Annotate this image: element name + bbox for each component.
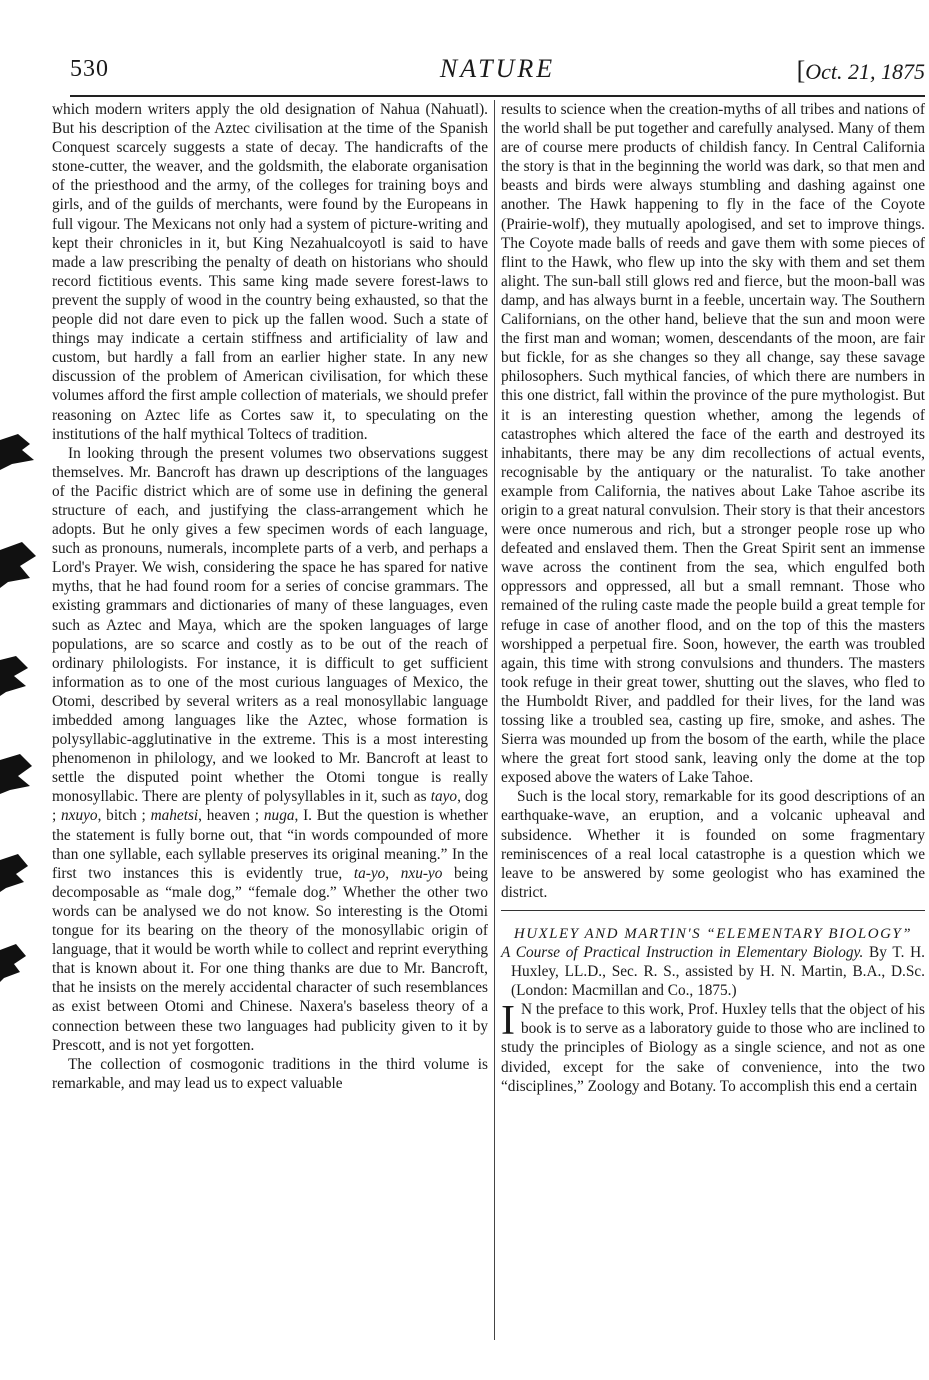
- left-paragraph-2-end: being decomposable as “male dog,” “female dog.” Whether the other two words can be analysed we do not know. So interesting is the Otomi tongue for its bearing on the theory of the monosyllabic origin of language, that it would be worth while to collect and reprint everything that is known about it. For one thing thanks are due to Mr. Bancroft, that he insists on the merely accidental character of such resemblances as exist between Otomi and Chinese. Naxera's baseless theory of a connection between these two languages had publicity given to it by Prescott, and is not yet forgotten.: [52, 864, 488, 1054]
- issue-date-text: Oct. 21, 1875: [805, 59, 925, 84]
- left-paragraph-2-cont: , I. But the question is whether the statement is fully borne out, that “in words compounded of more than one syllable, each syllable preserves its original meaning.” In the first two instances this is evidently true,: [52, 807, 488, 882]
- left-paragraph-2-text: In looking through the present volumes two observations suggest themselves. Mr. Bancroft has drawn up descriptions of the languages of the Pacific district which are of some use in defining the general structure of each, and justifying the class-arrangement which he adopts. But he only gives a few specimen words of each language, such as pronouns, numerals, incomplete parts of a verb, and perhaps a Lord's Prayer. We wish, considering the space he has spared for native myths, that he had found room for a series of concise grammars. The existing grammars and dictionaries of many of these languages, even such as Aztec and Maya, which are the spoken languages of large populations, are so scarce and costly as to be out of the reach of ordinary philologists. For instance, it is difficult to get sufficient information as to one of the most curious languages of Mexico, the Otomi, described by several writers as a real monosyllabic language imbedded among languages like the Aztec, whose formation is polysyllabic-agglutinative in the extreme. This is a most interesting phenomenon in philology, and we looked to Mr. Bancroft at least to settle the disputed point whether the Otomi tongue is really monosyllabic. There are plenty of polysyllables in it, such as: [52, 444, 488, 806]
- book-title: A Course of Practical Instruction in Elementary Biology.: [501, 943, 864, 961]
- gloss-bitch: , bitch ;: [97, 807, 146, 825]
- otomi-word-tayo: tayo: [430, 788, 458, 806]
- left-paragraph-3: The collection of cosmogonic traditions in the third volume is remarkable, and may lead us to expect valuable: [52, 1055, 488, 1092]
- right-paragraph-1: results to science when the creation-myths of all tribes and nations of the world shall be put together and carefully analysed. Many of them are of course mere products of childish fancy. In Central California the story is that in the beginning the world was dark, so that men and beasts and birds were always stumbling and dashing against one another. The Hawk happening to fly in the face of the Coyote (Prairie-wolf), they mutually apologised, and set to improve things. The Coyote made balls of reeds and gave them with some pieces of flint to the Hawk, who flew up into the sky with them and set them alight. The sun-ball still glows red and fierce, but the moon-ball was damp, and has always burnt in a feeble, uncertain way. The Southern Californians, on the other hand, believe that the sun and moon were the first man and woman; women, descendants of the moon, are fair but fickle, for as she changes so they all change, say these savage philosophers. Such mythical fancies, of which there are numbers in this one district, fall within the province of the pure mythologist. But it is an interesting question whether, among the legends of catastrophes which altered the face of the earth and destroyed its inhabitants, there may be any dim recollections of actual events, recognisable by the antiquary or the naturalist. To take another example from California, the natives about Lake Tahoe ascribe its origin to a great natural convulsion. Their story is that their ancestors were once numerous and rich, but a stronger people rose up who defeated and enslaved them. Then the Great Spirit sent an immense wave across the continent from the sea, which engulfed both oppressors and oppressed, all but a small remnant. Those who remained of the ruling caste made the people build a great temple for refuge in case of another flood, and on the top of this the masters worshipped a perpetual fire. Soon, however, the earth was troubled again, this time with strong convulsions and thunders. The masters took refuge in their great tower, shutting out the slaves, who fled to the Humboldt River, and paddled for their lives, for the land was tossing like a troubled sea, casting up fire, smoke, and ashes. The Sierra was mounded up from the bosom of the earth, while the place where the great fort stood sank, leaving only the dome at the top exposed above the waters of Lake Tahoe.: [501, 101, 925, 787]
- otomi-word-mahetsi: mahetsi: [150, 807, 199, 825]
- binding-edge-marks: [0, 430, 40, 990]
- review-title: HUXLEY AND MARTIN'S “ELEMENTARY BIOLOGY”: [513, 925, 913, 942]
- issue-date: [Oct. 21, 1875: [796, 56, 925, 85]
- otomi-word-nxu-yo: nxu-yo: [400, 864, 443, 882]
- section-rule: [501, 910, 925, 911]
- book-details: By T. H. Huxley, LL.D., Sec. R. S., assisted by H. N. Martin, B.A., D.Sc. (London: Macmillan and Co., 1875.): [511, 943, 926, 1000]
- right-column: [501, 100, 925, 1096]
- journal-title: NATURE: [439, 54, 556, 83]
- column-divider: [494, 100, 495, 1340]
- otomi-word-ta-yo: ta-yo: [353, 864, 386, 882]
- header-rule: [70, 95, 925, 97]
- gloss-dog: , dog ;: [52, 788, 489, 825]
- page-header: [70, 56, 925, 92]
- left-paragraph-2: [52, 444, 488, 1055]
- otomi-word-nxuyo: nxuyo: [61, 807, 98, 825]
- page-number: 530: [70, 56, 109, 82]
- right-paragraph-2: Such is the local story, remarkable for its good descriptions of an earthquake-wave, an eruption, and a volcanic upheaval and subsidence. Whether it is founded on some fragmentary reminiscences of a real local catastrophe is a question which we leave to be answered by some geologist who has examined the district.: [501, 788, 925, 901]
- comma: ,: [385, 864, 390, 882]
- book-citation: [501, 943, 925, 1000]
- otomi-word-nuga: nuga: [263, 807, 295, 825]
- dropcap: I: [501, 998, 515, 1045]
- review-paragraph-1: [501, 1000, 925, 1095]
- left-paragraph-1: which modern writers apply the old designation of Nahua (Nahuatl). But his description of the Aztec civilisation at the time of the Spanish Conquest scarcely suggests a state of decay. The handicrafts of the stone-cutter, the weaver, and the goldsmith, the elaborate organisation of the priesthood and the army, of the colleges for training boys and girls, and of the guilds of merchants, were found by the Europeans in full vigour. The Mexicans not only had a system of picture-writing and kept their chronicles in it, but King Nezahualcoyotl is said to have made a law prescribing the penalty of death on historians who should record fictitious events. This same king made severe forest-laws to prevent the supply of wood in the country being exhausted, so that the people did not dare even to pick up the fallen wood. Such a state of things may indicate a certain stiffness and artificiality of law and custom, but hardly a fall from an earlier higher state. In any new discussion of the problem of American civilisation, for which these volumes afford the first ample collection of materials, we should prefer reasoning on Aztec life as Cortes saw it, to speculating on the institutions of the half mythical Toltecs of tradition.: [52, 101, 488, 443]
- review-paragraph-1-text: N the preface to this work, Prof. Huxley tells that the object of his book is to serve as a laboratory guide to those who are inclined to study the principles of Biology as a single science, and not as one divided, except for the sake of convenience, into the two “disciplines,” Zoology and Botany. To accomplish this end a certain: [501, 1001, 925, 1095]
- left-column: [52, 100, 488, 1093]
- gloss-heaven: , heaven ;: [198, 807, 260, 825]
